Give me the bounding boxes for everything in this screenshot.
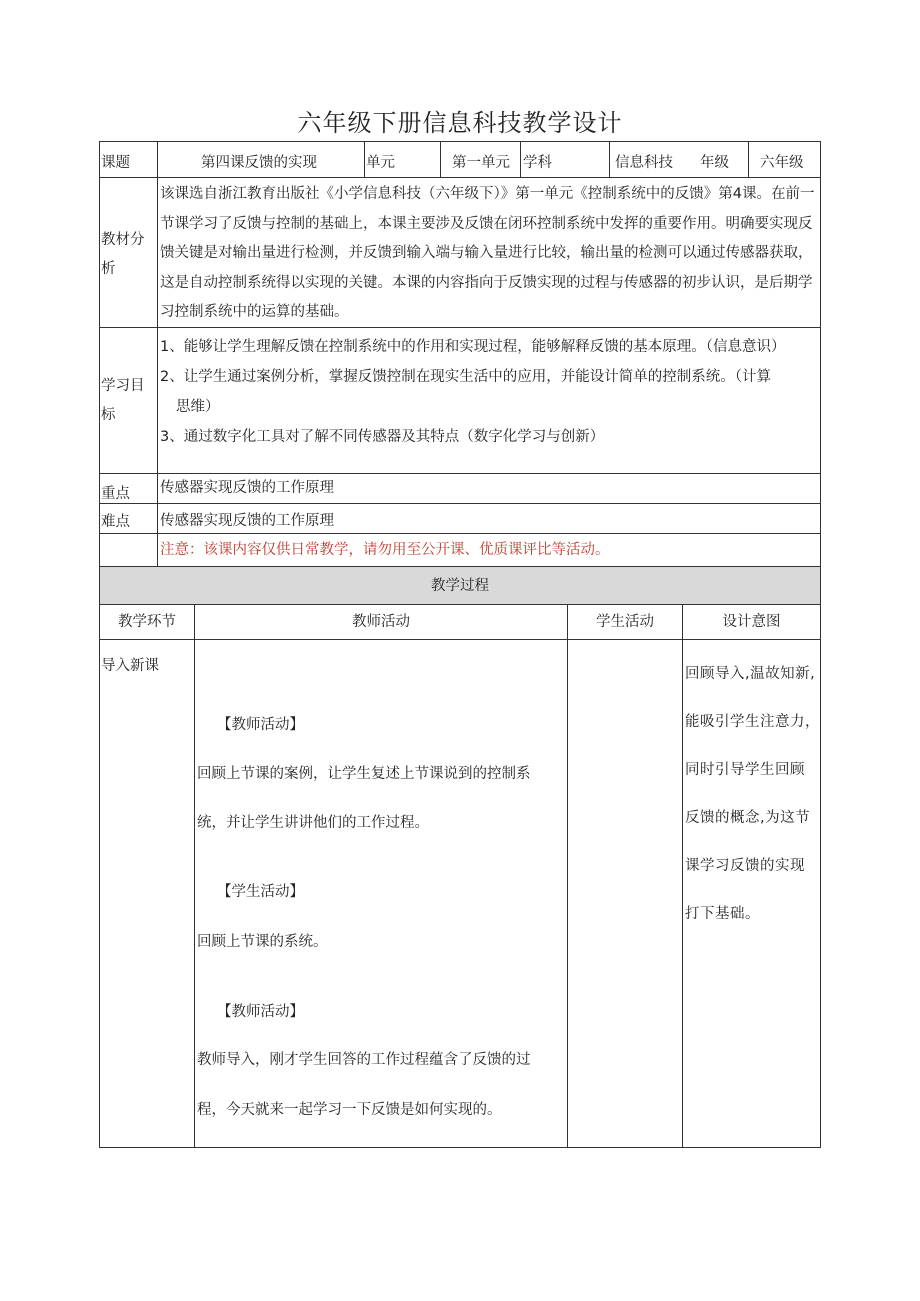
grade-label: 年级 (700, 155, 729, 171)
goal-item: 1、能够让学生理解反馈在控制系统中的作用和实现过程，能够解释反馈的基本原理。（信息意识） (160, 339, 786, 355)
column-header-student: 学生活动 (596, 614, 654, 630)
key-point-value: 传感器实现反馈的工作原理 (160, 480, 334, 496)
teacher-activity-line: 回顾上节课的案例，让学生复述上节课说到的控制系 (197, 766, 531, 782)
teacher-activity (197, 0, 565, 1147)
analysis-text: 该课选自浙江教育出版社《小学信息科技（六年级下）》第一单元《控制系统中的反馈》第4课。在前一节课学习了反馈与控制的基础上，本课主要涉及反馈在闭环控制系统中发挥的重要作用。明确要实现反馈关键是对输出量进行检测，并反馈到输入端与输入量进行比较，输出量的检测可以通过传感器获取，这是自动控制系统得以实现的关键。本课的内容指向于反馈实现的过程与传感器的初步认识，是后期学习控制系统中的运算的基础。 (160, 186, 815, 320)
stage-name: 导入新课 (101, 658, 159, 674)
analysis-label: 教材分 析 (101, 232, 145, 277)
design-purpose-line: 同时引导学生回顾 (685, 762, 805, 778)
goal-item: 2、让学生通过案例分析，掌握反馈控制在现实生活中的应用，并能设计简单的控制系统。（计算 (160, 369, 771, 385)
unit-label: 单元 (366, 155, 395, 171)
key-point-label: 重点 (101, 486, 130, 502)
teacher-activity-line: 【教师活动】 (217, 717, 304, 733)
notice-text: 注意：该课内容仅供日常教学，请勿用至公开课、优质课评比等活动。 (160, 542, 610, 558)
lesson-label: 课题 (101, 155, 130, 171)
design-purpose (685, 0, 820, 1147)
unit-value: 第一单元 (452, 155, 510, 171)
goal-item: 3、通过数字化工具对了解不同传感器及其特点（数字化学习与创新） (160, 429, 605, 445)
goal-item: 思维） (176, 399, 220, 415)
subject-value: 信息科技 (615, 155, 673, 171)
design-purpose-line: 打下基础。 (685, 906, 760, 922)
page-title: 六年级下册信息科技教学设计 (297, 109, 623, 137)
teacher-activity-line: 统，并让学生讲讲他们的工作过程。 (197, 815, 429, 831)
design-purpose-line: 课学习反馈的实现 (685, 858, 805, 874)
column-header-purpose: 设计意图 (722, 614, 781, 630)
design-purpose-line: 反馈的概念,为这节 (685, 810, 811, 826)
teacher-activity-line: 教师导入，刚才学生回答的工作过程蕴含了反馈的过 (197, 1052, 531, 1068)
teacher-activity-line: 程，今天就来一起学习一下反馈是如何实现的。 (197, 1102, 502, 1118)
teacher-activity-line: 【教师活动】 (217, 1004, 304, 1020)
subject-label: 学科 (523, 155, 552, 171)
difficulty-value: 传感器实现反馈的工作原理 (160, 513, 334, 529)
teacher-activity-line: 【学生活动】 (217, 884, 304, 900)
difficulty-label: 难点 (101, 514, 130, 530)
teacher-activity-line: 回顾上节课的系统。 (197, 934, 328, 950)
design-purpose-line: 回顾导入,温故知新, (685, 666, 816, 682)
design-purpose-line: 能吸引学生注意力， (685, 714, 820, 730)
lesson-value: 第四课反馈的实现 (201, 155, 317, 171)
column-header-teacher: 教师活动 (352, 614, 410, 630)
grade-value: 六年级 (760, 155, 804, 171)
column-header-stage: 教学环节 (118, 614, 176, 630)
goals-label: 学习目 标 (101, 378, 145, 423)
process-header: 教学过程 (431, 578, 489, 594)
